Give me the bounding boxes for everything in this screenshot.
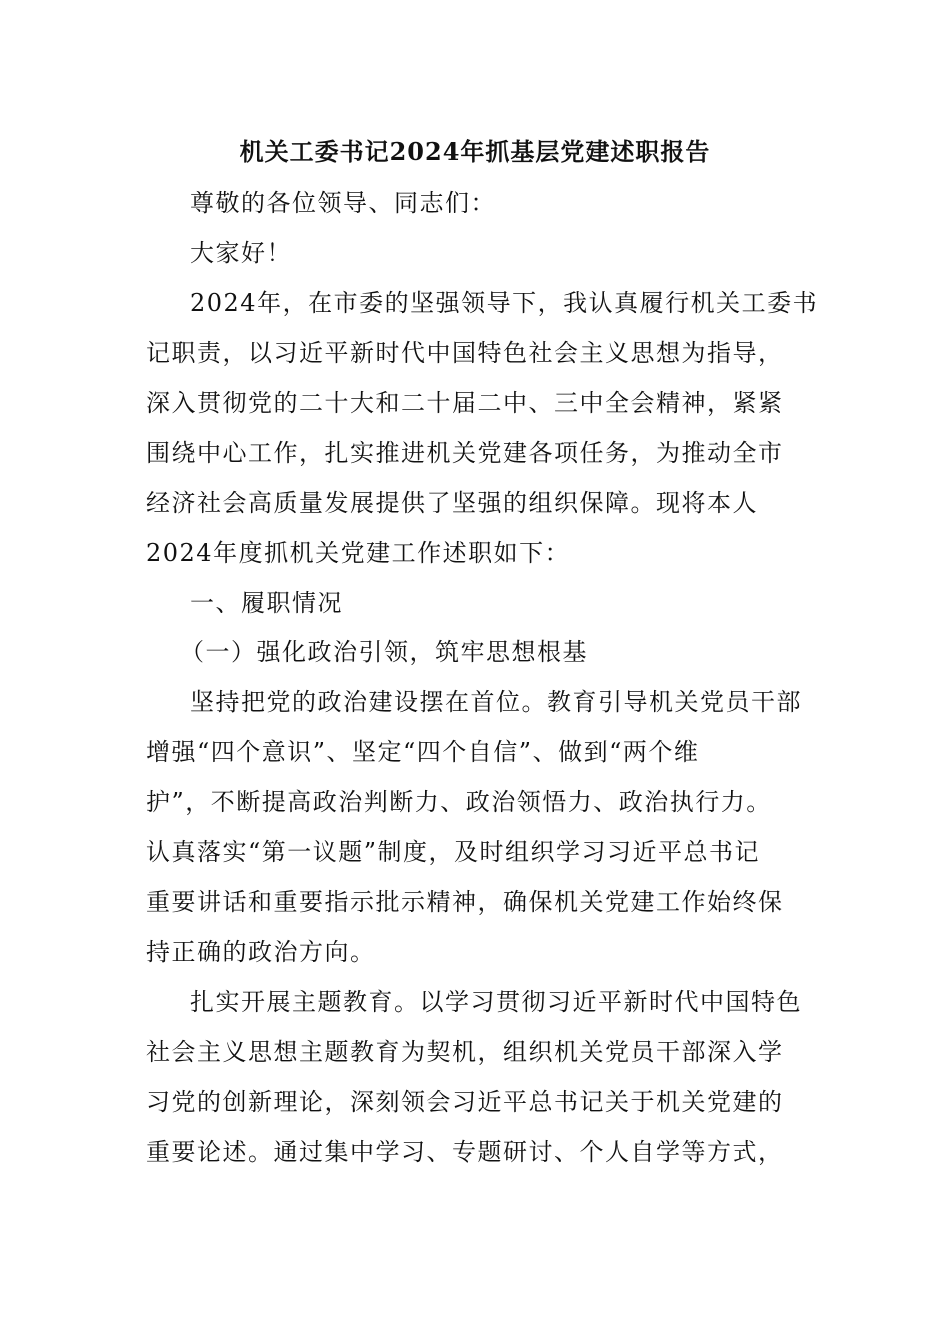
paragraph-line: 社会主义思想主题教育为契机，组织机关党员干部深入学 — [146, 1038, 784, 1066]
salutation: 尊敬的各位领导、同志们： — [190, 189, 496, 217]
paragraph-line: 护”，不断提高政治判断力、政治领悟力、政治执行力。 — [146, 788, 772, 816]
greeting: 大家好！ — [190, 239, 292, 267]
intro-line: 2024年，在市委的坚强领导下，我认真履行机关工委书 — [190, 289, 819, 317]
intro-line: 记职责，以习近平新时代中国特色社会主义思想为指导， — [146, 339, 784, 367]
intro-line: 深入贯彻党的二十大和二十届二中、三中全会精神，紧紧 — [146, 389, 784, 417]
paragraph-line: 习党的创新理论，深刻领会习近平总书记关于机关党建的 — [146, 1088, 784, 1116]
subsection-heading: （一）强化政治引领，筑牢思想根基 — [180, 638, 588, 666]
document-title: 机关工委书记2024年抓基层党建述职报告 — [239, 137, 711, 166]
paragraph-line: 重要论述。通过集中学习、专题研讨、个人自学等方式， — [146, 1138, 784, 1166]
intro-line: 2024年度抓机关党建工作述职如下： — [146, 539, 571, 567]
paragraph-line: 增强“四个意识”、坚定“四个自信”、做到“两个维 — [146, 738, 700, 766]
paragraph-line: 持正确的政治方向。 — [146, 938, 376, 966]
intro-line: 围绕中心工作，扎实推进机关党建各项任务，为推动全市 — [146, 439, 784, 467]
section-heading: 一、履职情况 — [190, 589, 343, 617]
paragraph-line: 坚持把党的政治建设摆在首位。教育引导机关党员干部 — [190, 688, 802, 716]
paragraph-line: 认真落实“第一议题”制度，及时组织学习习近平总书记 — [146, 838, 761, 866]
paragraph-line: 重要讲话和重要指示批示精神，确保机关党建工作始终保 — [146, 888, 784, 916]
intro-line: 经济社会高质量发展提供了坚强的组织保障。现将本人 — [146, 489, 758, 517]
paragraph-line: 扎实开展主题教育。以学习贯彻习近平新时代中国特色 — [190, 988, 802, 1016]
